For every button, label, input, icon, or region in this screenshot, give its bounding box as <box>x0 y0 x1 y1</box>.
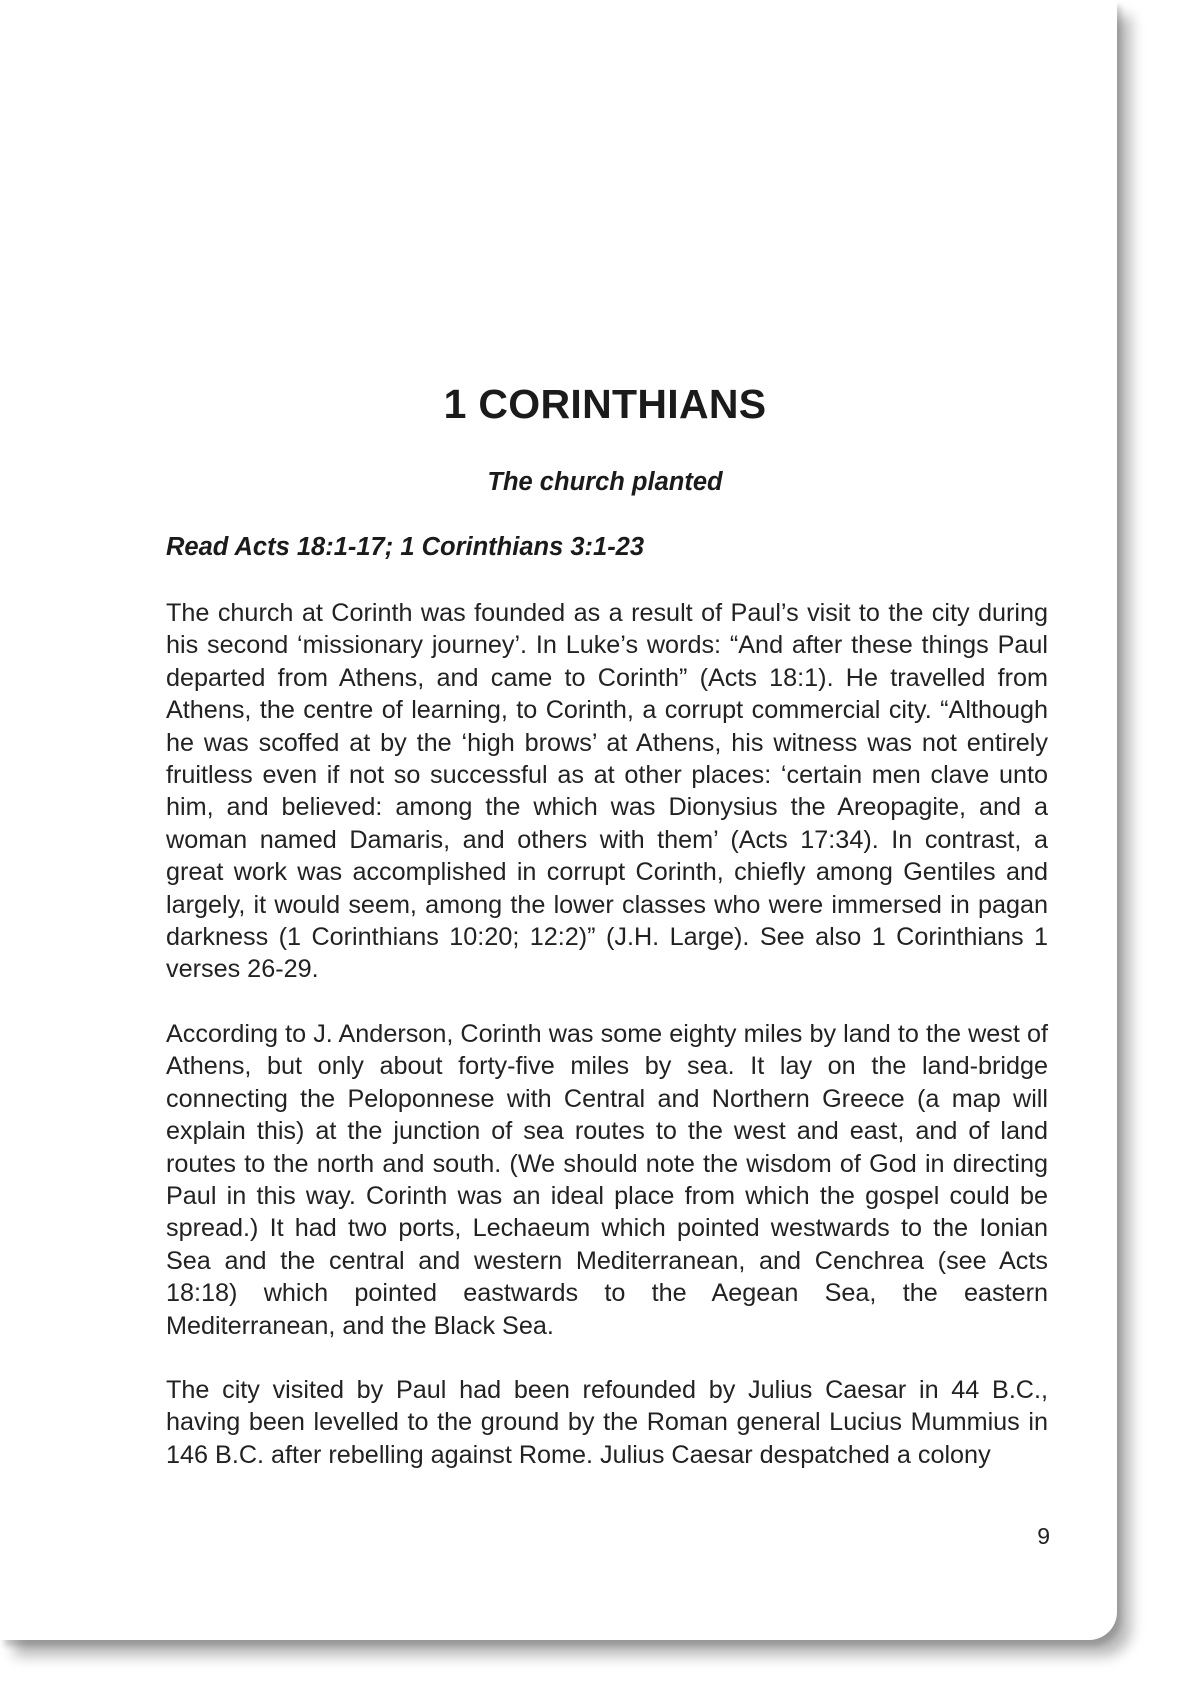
reading-reference: Read Acts 18:1-17; 1 Corinthians 3:1-23 <box>166 533 645 561</box>
paragraph-2: According to J. Anderson, Corinth was some eighty miles by land to the west of Athens, but only about forty-five miles by sea. It lay on the land-bridge connecting the Peloponnese with Central and Northern Greece (a map will explain this) at the junction of sea routes to the west and east, and of land routes to the north and south. (We should note the wisdom of God in directing Paul in this way. Corinth was an ideal place from which the gospel could be spread.) It had two ports, Lechaeum which pointed westwards to the Ionian Sea and the central and western Mediterranean, and Cenchrea (see Acts 18:18) which pointed eastwards to the Aegean Sea, the eastern Mediterranean, and the Black Sea. <box>166 1019 1048 1340</box>
paragraph-3: The city visited by Paul had been refounded by Julius Caesar in 44 B.C., having been levelled to the ground by the Roman general Lucius Mummius in 146 B.C. after rebelling against Rome. Julius Caesar despatched a colony <box>166 1375 1048 1469</box>
chapter-title: 1 CORINTHIANS <box>443 381 767 427</box>
paragraph-1: The church at Corinth was founded as a result of Paul’s visit to the city during his second ‘missionary journey’. In Luke’s words: “And after these things Paul departed from Athens, and came to Corinth” (Acts 18:1). He travelled from Athens, the centre of learning, to Corinth, a corrupt commercial city. “Although he was scoffed at by the ‘high brows’ at Athens, his witness was not entirely fruitless even if not so successful as at other places: ‘certain men clave unto him, and believed: among the which was Dionysius the Areopagite, and a woman named Damaris, and others with them’ (Acts 17:34). In contrast, a great work was accomplished in corrupt Corinth, chiefly among Gentiles and largely, it would seem, among the lower classes who were immersed in pagan darkness (1 Corinthians 10:20; 12:2)” (J.H. Large). See also 1 Corinthians 1 verses 26-29. <box>166 599 1048 984</box>
body-text <box>166 597 1048 1503</box>
chapter-subtitle: The church planted <box>487 468 723 496</box>
page-number: 9 <box>1037 1523 1050 1549</box>
